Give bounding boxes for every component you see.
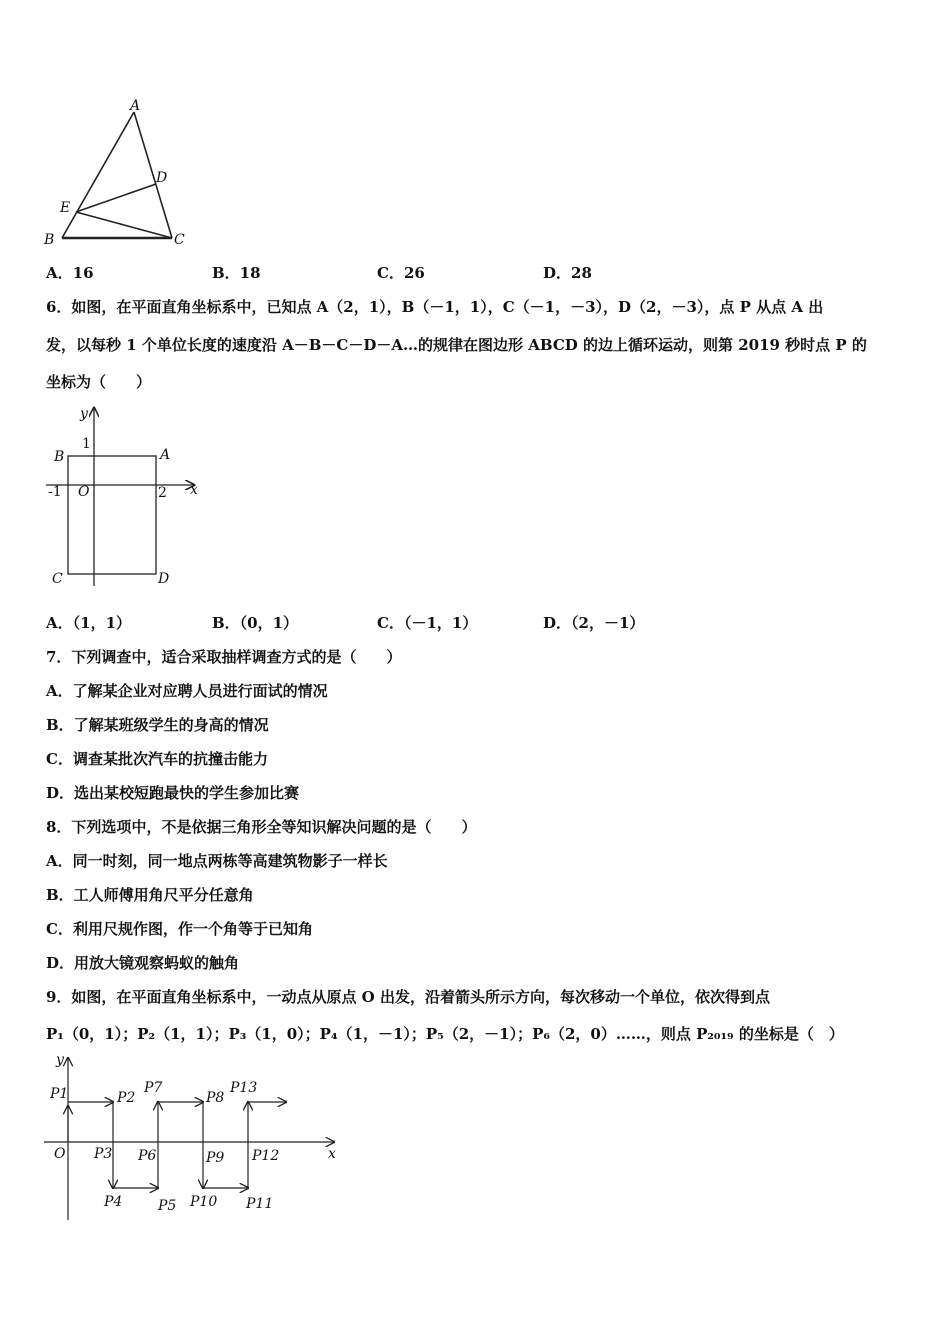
q6-option-b[interactable]: B．（0，1） [212, 614, 299, 632]
q9-label-p8: P8 [206, 1090, 225, 1106]
q8-option-c[interactable]: C．利用尺规作图，作一个角等于已知角 [46, 920, 313, 938]
q6-tick-1: 1 [82, 436, 91, 452]
q6-stem-line-3: 坐标为（ ） [46, 373, 152, 391]
q9-label-p2: P2 [117, 1090, 136, 1106]
q6-rectangle-abcd [68, 456, 156, 574]
q5-segment-ab [62, 112, 134, 238]
q5-label-e: E [60, 200, 71, 216]
q5-label-a: A [130, 98, 141, 114]
q7-option-d[interactable]: D．选出某校短跑最快的学生参加比赛 [46, 784, 300, 802]
q5-option-c[interactable]: C．26 [377, 264, 425, 282]
q8-stem: 8．下列选项中，不是依据三角形全等知识解决问题的是（ ） [46, 818, 477, 836]
q9-label-p12: P12 [252, 1148, 280, 1164]
q6-tick-2: 2 [158, 485, 167, 501]
q9-label-p13: P13 [230, 1080, 258, 1096]
q5-label-d: D [156, 170, 168, 186]
q9-origin-label: O [54, 1146, 66, 1162]
q9-label-p10: P10 [190, 1194, 218, 1210]
q9-label-p3: P3 [94, 1146, 113, 1162]
q9-stem-line-2: P₁（0，1）；P₂（1，1）；P₃（1，0）；P₄（1，－1）；P₅（2，－1）；P₆（2，0）……，则点 P₂₀₁₉ 的坐标是（ ） [46, 1025, 844, 1043]
q8-option-b[interactable]: B．工人师傅用角尺平分任意角 [46, 886, 254, 904]
q9-x-label: x [328, 1146, 336, 1162]
q5-triangle-figure [40, 98, 200, 250]
q9-label-p7: P7 [144, 1080, 163, 1096]
q8-option-d[interactable]: D．用放大镜观察蚂蚁的触角 [46, 954, 240, 972]
q9-label-p5: P5 [158, 1198, 177, 1214]
q6-label-a: A [160, 447, 171, 463]
q6-coordinate-figure [44, 404, 204, 590]
q9-path-figure [40, 1054, 350, 1226]
q5-label-b: B [44, 232, 55, 248]
q8-option-a[interactable]: A．同一时刻，同一地点两栋等高建筑物影子一样长 [46, 852, 388, 870]
q5-option-b[interactable]: B．18 [212, 264, 261, 282]
q7-option-a[interactable]: A．了解某企业对应聘人员进行面试的情况 [46, 682, 328, 700]
q7-stem: 7．下列调查中，适合采取抽样调查方式的是（ ） [46, 648, 402, 666]
q6-stem-line-2: 发，以每秒 1 个单位长度的速度沿 A－B－C－D－A…的规律在图边形 ABCD 的边上循环运动，则第 2019 秒时点 P 的 [46, 336, 867, 354]
q5-option-a[interactable]: A．16 [46, 264, 94, 282]
q9-label-p11: P11 [246, 1196, 274, 1212]
q5-segment-ec [76, 212, 172, 238]
q5-label-c: C [174, 232, 185, 248]
q6-option-a[interactable]: A．（1，1） [46, 614, 132, 632]
q6-label-b: B [54, 449, 65, 465]
q6-origin-label: O [78, 484, 90, 500]
q6-label-c: C [52, 571, 63, 587]
q7-option-b[interactable]: B．了解某班级学生的身高的情况 [46, 716, 269, 734]
q6-stem-line-1: 6．如图，在平面直角坐标系中，已知点 A（2，1），B（－1，1），C（－1，－3），D（2，－3），点 P 从点 A 出 [46, 298, 824, 316]
q6-option-d[interactable]: D．（2，－1） [543, 614, 645, 632]
q9-stem-line-1: 9．如图，在平面直角坐标系中，一动点从原点 O 出发，沿着箭头所示方向，每次移动一个单位，依次得到点 [46, 988, 770, 1006]
q9-label-p9: P9 [206, 1150, 225, 1166]
q9-label-p6: P6 [138, 1148, 157, 1164]
q6-tick-neg1: -1 [48, 484, 62, 500]
q6-x-label: x [190, 482, 198, 498]
q6-option-c[interactable]: C．（－1，1） [377, 614, 478, 632]
q5-segment-ed [76, 184, 156, 212]
q6-y-label: y [80, 406, 88, 422]
q9-y-label: y [56, 1054, 64, 1068]
q5-option-d[interactable]: D．28 [543, 264, 592, 282]
q7-option-c[interactable]: C．调查某批次汽车的抗撞击能力 [46, 750, 268, 768]
q6-label-d: D [158, 571, 170, 587]
q9-label-p4: P4 [104, 1194, 123, 1210]
q9-label-p1: P1 [50, 1086, 69, 1102]
